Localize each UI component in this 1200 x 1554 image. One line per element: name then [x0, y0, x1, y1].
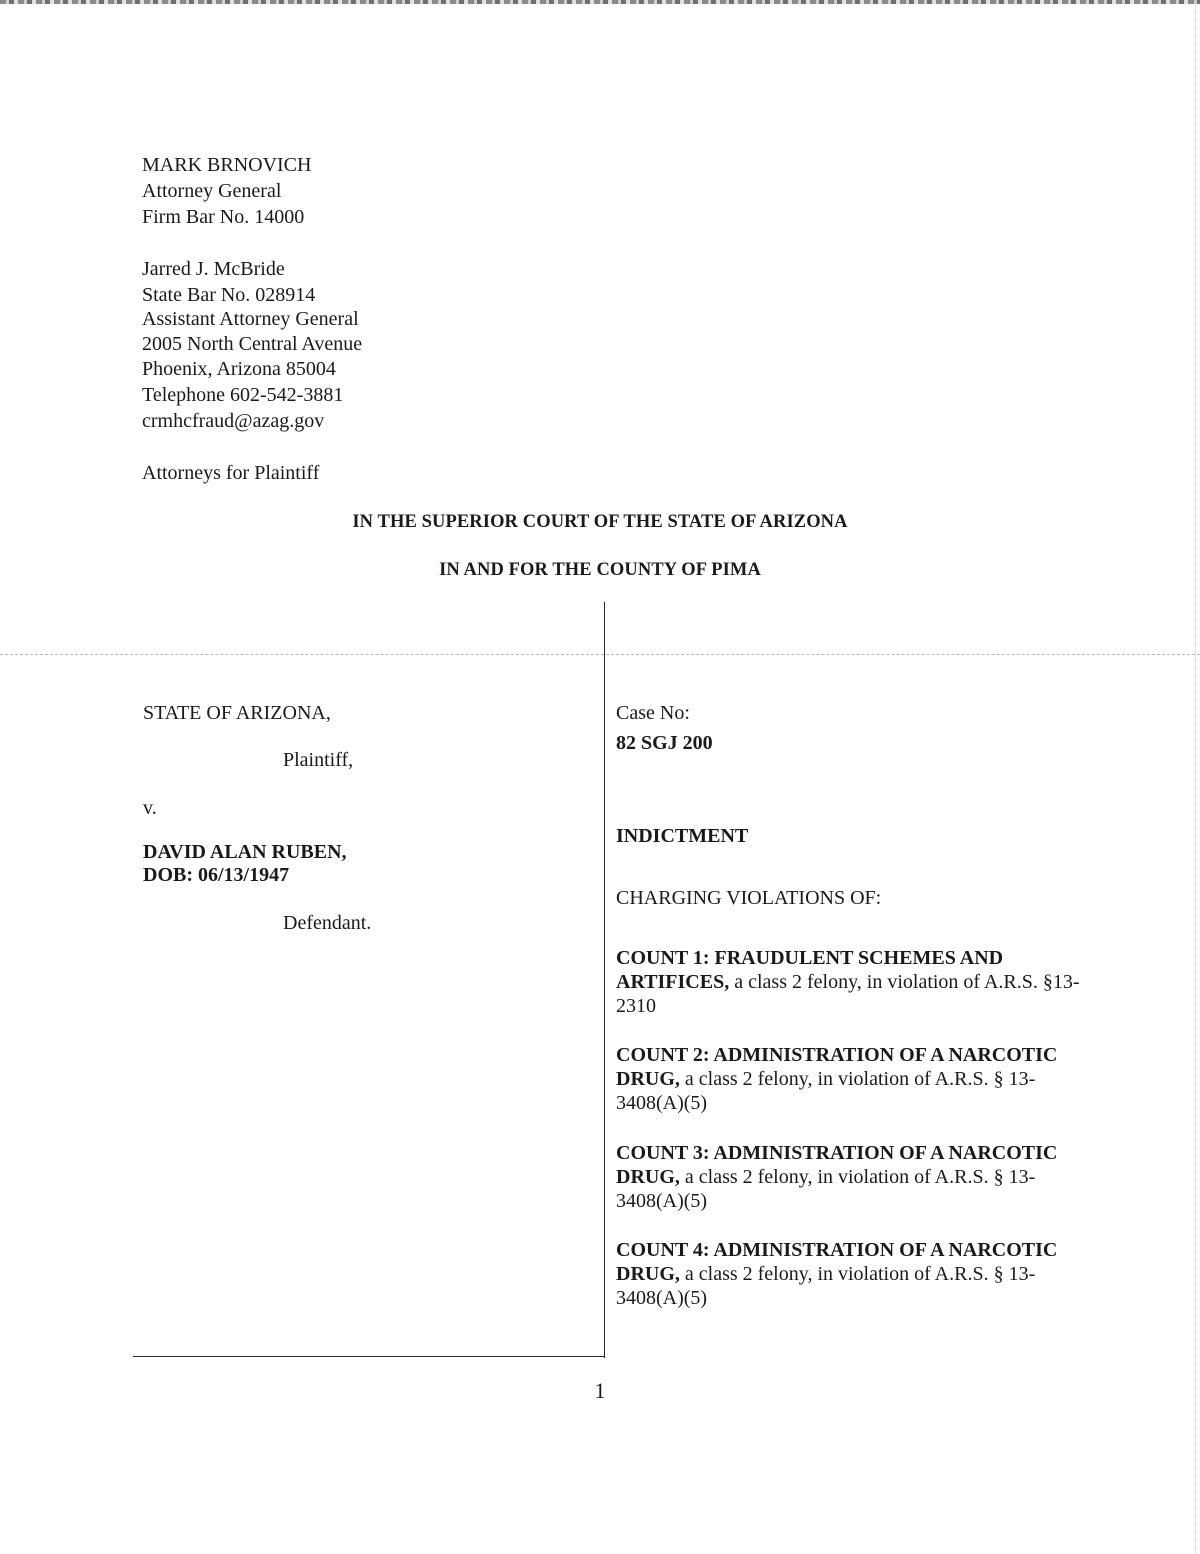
attorney-title: Attorney General	[142, 180, 282, 202]
court-heading-line-2: IN AND FOR THE COUNTY OF PIMA	[439, 560, 761, 580]
address-city: Phoenix, Arizona 85004	[142, 358, 336, 380]
assistant-name: Jarred J. McBride	[142, 258, 285, 280]
email: crmhcfraud@azag.gov	[142, 410, 325, 432]
scan-edge-right	[1195, 0, 1196, 1554]
versus: v.	[143, 797, 157, 819]
case-number: 82 SGJ 200	[616, 732, 713, 754]
count-description: a class 2 felony, in violation of A.R.S. §13-2310	[616, 971, 1080, 1017]
caption-divider-vertical	[604, 602, 605, 1358]
firm-bar-number: Firm Bar No. 14000	[142, 206, 305, 228]
address-street: 2005 North Central Avenue	[142, 333, 363, 355]
charging-heading: CHARGING VIOLATIONS OF:	[616, 887, 882, 909]
scan-edge-top	[0, 0, 1200, 4]
court-heading-line-1: IN THE SUPERIOR COURT OF THE STATE OF ARIZONA	[352, 512, 848, 532]
state-bar-number: State Bar No. 028914	[142, 284, 316, 306]
caption-divider-bottom	[133, 1356, 605, 1357]
attorney-role: Attorneys for Plaintiff	[142, 462, 320, 484]
count-heading: COUNT 3: ADMINISTRATION OF A NARCOTIC DRUG,	[616, 1142, 1058, 1188]
count-description: a class 2 felony, in violation of A.R.S. § 13-3408(A)(5)	[616, 1166, 1036, 1212]
count-heading: COUNT 1: FRAUDULENT SCHEMES AND ARTIFICES,	[616, 947, 1004, 993]
attorney-name: MARK BRNOVICH	[142, 154, 312, 176]
count-description: a class 2 felony, in violation of A.R.S. § 13-3408(A)(5)	[616, 1263, 1036, 1309]
count-item	[616, 946, 1086, 1018]
scan-fold-line	[0, 654, 1200, 655]
count-description: a class 2 felony, in violation of A.R.S. § 13-3408(A)(5)	[616, 1068, 1036, 1114]
document-type: INDICTMENT	[616, 825, 749, 847]
page-number: 1	[594, 1378, 606, 1403]
count-item	[616, 1043, 1086, 1115]
plaintiff-label: Plaintiff,	[283, 749, 354, 771]
case-number-label: Case No:	[616, 702, 690, 724]
count-heading: COUNT 4: ADMINISTRATION OF A NARCOTIC DRUG,	[616, 1239, 1058, 1285]
defendant-dob: DOB: 06/13/1947	[143, 864, 290, 886]
assistant-title: Assistant Attorney General	[142, 308, 359, 330]
count-item	[616, 1141, 1086, 1213]
count-heading: COUNT 2: ADMINISTRATION OF A NARCOTIC DRUG,	[616, 1044, 1058, 1090]
plaintiff-name: STATE OF ARIZONA,	[143, 702, 331, 724]
defendant-label: Defendant.	[283, 912, 372, 934]
telephone: Telephone 602-542-3881	[142, 384, 344, 406]
defendant-name: DAVID ALAN RUBEN,	[143, 841, 347, 863]
count-item	[616, 1238, 1086, 1310]
